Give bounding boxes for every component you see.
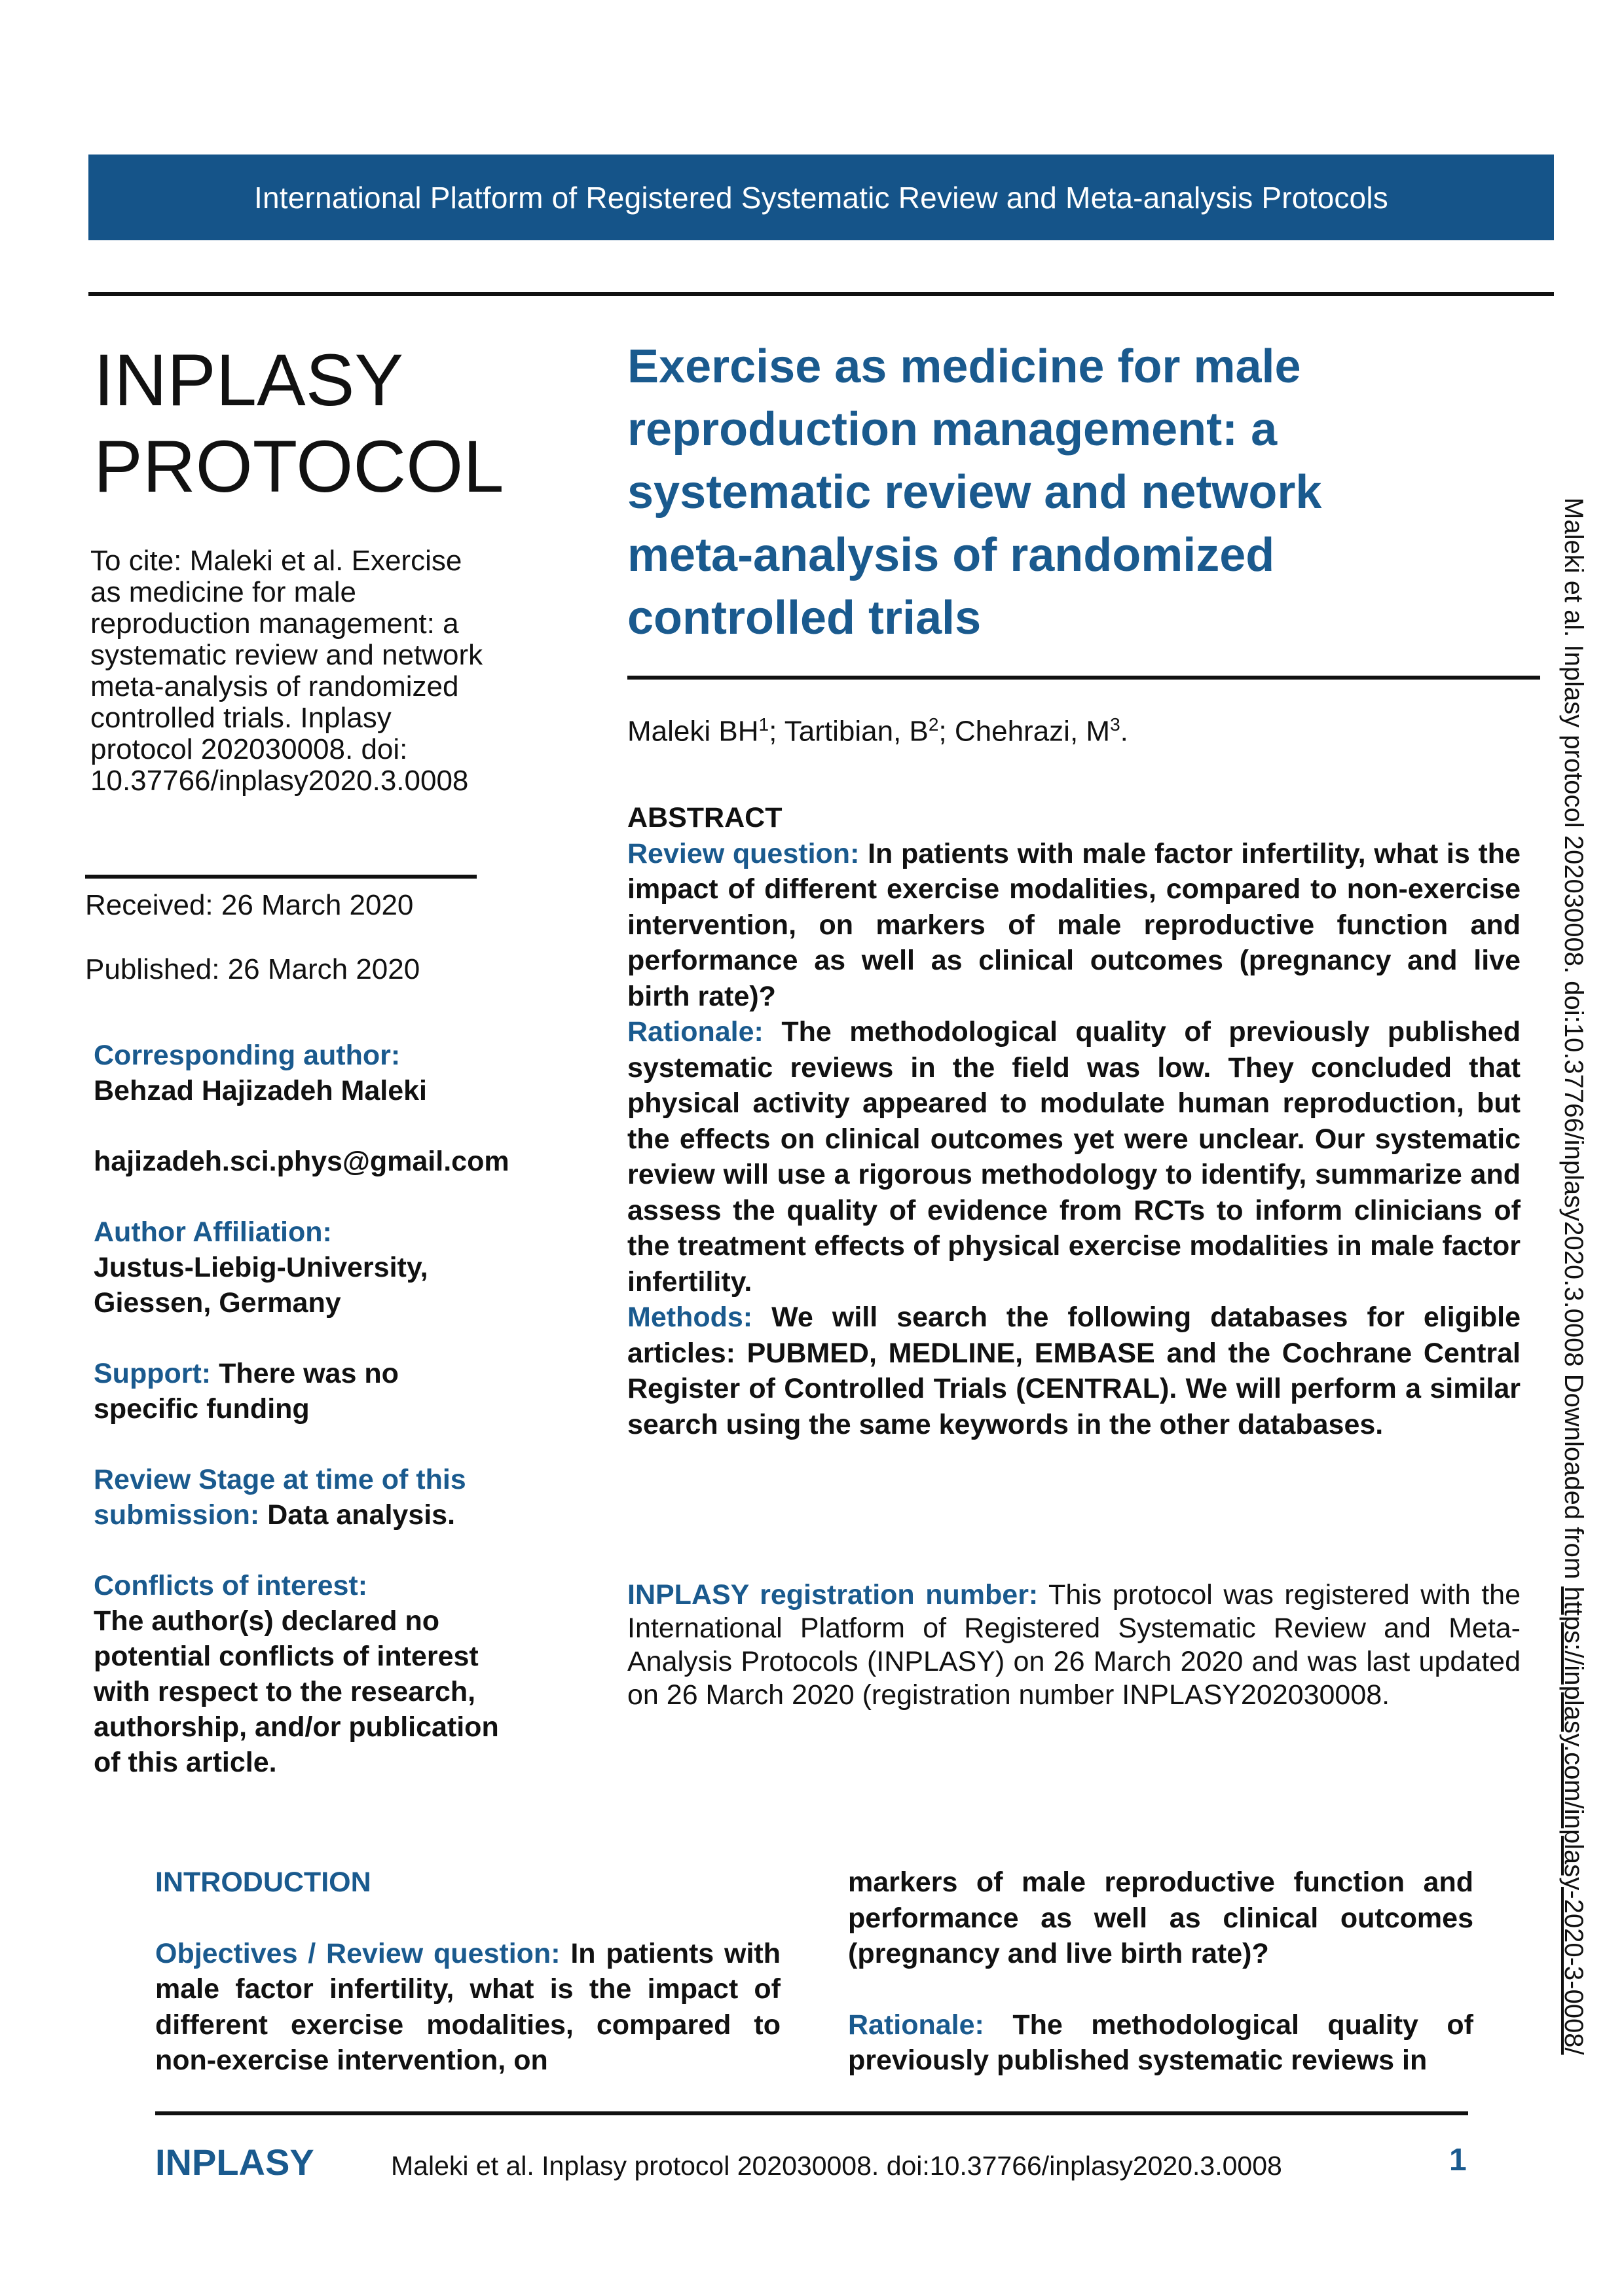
- registration-label: INPLASY registration number:: [627, 1579, 1039, 1611]
- paper-title-line: meta-analysis of randomized: [627, 529, 1275, 581]
- footer-brand: INPLASY: [155, 2141, 314, 2183]
- methods-label: Methods:: [627, 1302, 753, 1333]
- introduction-column-left: [155, 1865, 781, 2079]
- protocol-title-line: PROTOCOL: [94, 426, 504, 507]
- title-divider: [627, 676, 1540, 680]
- paper-title-line: reproduction management: a: [627, 403, 1278, 456]
- objectives-paragraph: [155, 1936, 781, 2079]
- support-info: [94, 1356, 552, 1427]
- page-number: 1: [1449, 2143, 1467, 2178]
- review-question-text: In patients with male factor infertility, what is the impact of different exercise modalities, compared to non-exercise intervention, on markers of male reproductive function and performance as well as clinical outcomes (pregnancy and live birth rate)?: [627, 837, 1521, 1012]
- paper-title-line: controlled trials: [627, 592, 982, 644]
- registration-text: This protocol was registered with the International Platform of Registered Systematic Review and Meta-Analysis Protocols (INPLASY) on 26 March 2020 and was last updated on 26 March 2020 (registration number INPLASY202030008.: [627, 1579, 1521, 1711]
- abstract-methods: [627, 1300, 1521, 1442]
- support-label: Support:: [94, 1358, 212, 1389]
- support-text-line: specific funding: [94, 1393, 310, 1425]
- objectives-text: In patients with male factor infertility, what is the impact of different exercise modalities, compared to non-exercise intervention, on: [155, 1937, 781, 2076]
- paper-title-line: systematic review and network: [627, 466, 1322, 519]
- sidebar-info: [94, 1038, 552, 1815]
- stage-text: Data analysis.: [259, 1499, 456, 1531]
- affiliation-label: Author Affiliation:: [94, 1216, 332, 1248]
- rationale-label: Rationale:: [627, 1016, 764, 1048]
- footer-divider: [155, 2111, 1468, 2115]
- top-divider: [88, 292, 1554, 296]
- conflicts-of-interest: [94, 1568, 552, 1780]
- author-name: ; Tartibian, B: [769, 715, 929, 748]
- banner-text: International Platform of Registered Systematic Review and Meta-analysis Protocols: [254, 180, 1388, 215]
- corresponding-name: Behzad Hajizadeh Maleki: [94, 1075, 427, 1106]
- affiliation-line: Justus-Liebig-University,: [94, 1252, 428, 1283]
- conflicts-label: Conflicts of interest:: [94, 1570, 368, 1601]
- corresponding-label: Corresponding author:: [94, 1040, 401, 1071]
- citation-text: To cite: Maleki et al. Exercise as medicine for male reproduction management: a systematic review and network meta-analysis of randomized controlled trials. Inplasy protocol 202030008. doi: 10.37766/inplasy2020.3.0008: [90, 545, 483, 797]
- rationale-text: The methodological quality of previously published systematic reviews in the field was low. They concluded that physical activity appeared to modulate human reproduction, but the effects on clinical outcomes yet were unclear. Our systematic review will use a rigorous methodology to identify, summarize and assess the quality of evidence from RCTs to inform clinicians of the treatment effects of physical exercise modalities in male factor infertility.: [627, 1016, 1521, 1298]
- conflicts-line: with respect to the research,: [94, 1676, 476, 1707]
- author-email[interactable]: hajizadeh.sci.phys@gmail.com: [94, 1146, 509, 1177]
- affiliation-marker: 2: [928, 714, 939, 735]
- protocol-title: [94, 337, 552, 510]
- paper-title: [627, 335, 1413, 649]
- protocol-title-line: INPLASY: [94, 339, 404, 421]
- author-name: ; Chehrazi, M: [938, 715, 1111, 748]
- introduction-heading: INTRODUCTION: [155, 1867, 371, 1898]
- intro-rationale-paragraph: [848, 2007, 1473, 2079]
- sidebar-divider: [85, 875, 477, 879]
- download-notice-text: Maleki et al. Inplasy protocol 202030008. doi:10.37766/inplasy2020.3.0008 Downloaded from: [1559, 498, 1588, 1587]
- abstract: [627, 800, 1521, 1442]
- author-name: Maleki BH: [627, 715, 759, 748]
- conflicts-line: of this article.: [94, 1747, 277, 1778]
- review-stage: [94, 1462, 552, 1533]
- received-date: Received: 26 March 2020: [85, 889, 414, 921]
- registration-number: [627, 1578, 1521, 1712]
- introduction-column-right: [848, 1865, 1473, 2079]
- conflicts-line: authorship, and/or publication: [94, 1711, 499, 1743]
- conflicts-line: The author(s) declared no: [94, 1605, 440, 1637]
- conflicts-line: potential conflicts of interest: [94, 1641, 479, 1672]
- footer-citation: Maleki et al. Inplasy protocol 202030008. doi:10.37766/inplasy2020.3.0008: [391, 2151, 1282, 2181]
- review-question-label: Review question:: [627, 837, 860, 869]
- affiliation-marker: 3: [1110, 714, 1120, 735]
- published-date: Published: 26 March 2020: [85, 953, 420, 985]
- author-affiliation: [94, 1214, 552, 1321]
- objectives-continued: markers of male reproductive function and performance as well as clinical outcomes (pregnancy and live birth rate)?: [848, 1867, 1473, 1969]
- author-list-end: .: [1120, 715, 1128, 748]
- stage-label-line: submission:: [94, 1499, 260, 1531]
- affiliation-marker: 1: [758, 714, 769, 735]
- spacer: [848, 1972, 1473, 2007]
- affiliation-line: Giessen, Germany: [94, 1287, 341, 1319]
- objectives-label: Objectives / Review question:: [155, 1937, 561, 1969]
- intro-rationale-label: Rationale:: [848, 2009, 984, 2041]
- abstract-rationale: [627, 1014, 1521, 1300]
- corresponding-author: [94, 1038, 552, 1108]
- header-banner: [88, 155, 1554, 240]
- spacer: [155, 1901, 781, 1936]
- paper-title-line: Exercise as medicine for male: [627, 340, 1301, 393]
- author-list: [627, 714, 1128, 748]
- stage-label: Review Stage at time of this: [94, 1464, 466, 1495]
- download-link[interactable]: https://inplasy.com/inplasy-2020-3-0008/: [1559, 1586, 1588, 2055]
- methods-text: We will search the following databases for eligible articles: PUBMED, MEDLINE, EMBASE and the Cochrane Central Register of Controlled Trials (CENTRAL). We will perform a similar search using the same keywords in the other databases.: [627, 1302, 1521, 1440]
- intro-rationale-text: The methodological quality of previously published systematic reviews in: [848, 2009, 1473, 2076]
- abstract-review-question: [627, 836, 1521, 1015]
- support-text: There was no: [211, 1358, 399, 1389]
- download-notice: [1559, 498, 1588, 2055]
- abstract-heading: ABSTRACT: [627, 802, 783, 833]
